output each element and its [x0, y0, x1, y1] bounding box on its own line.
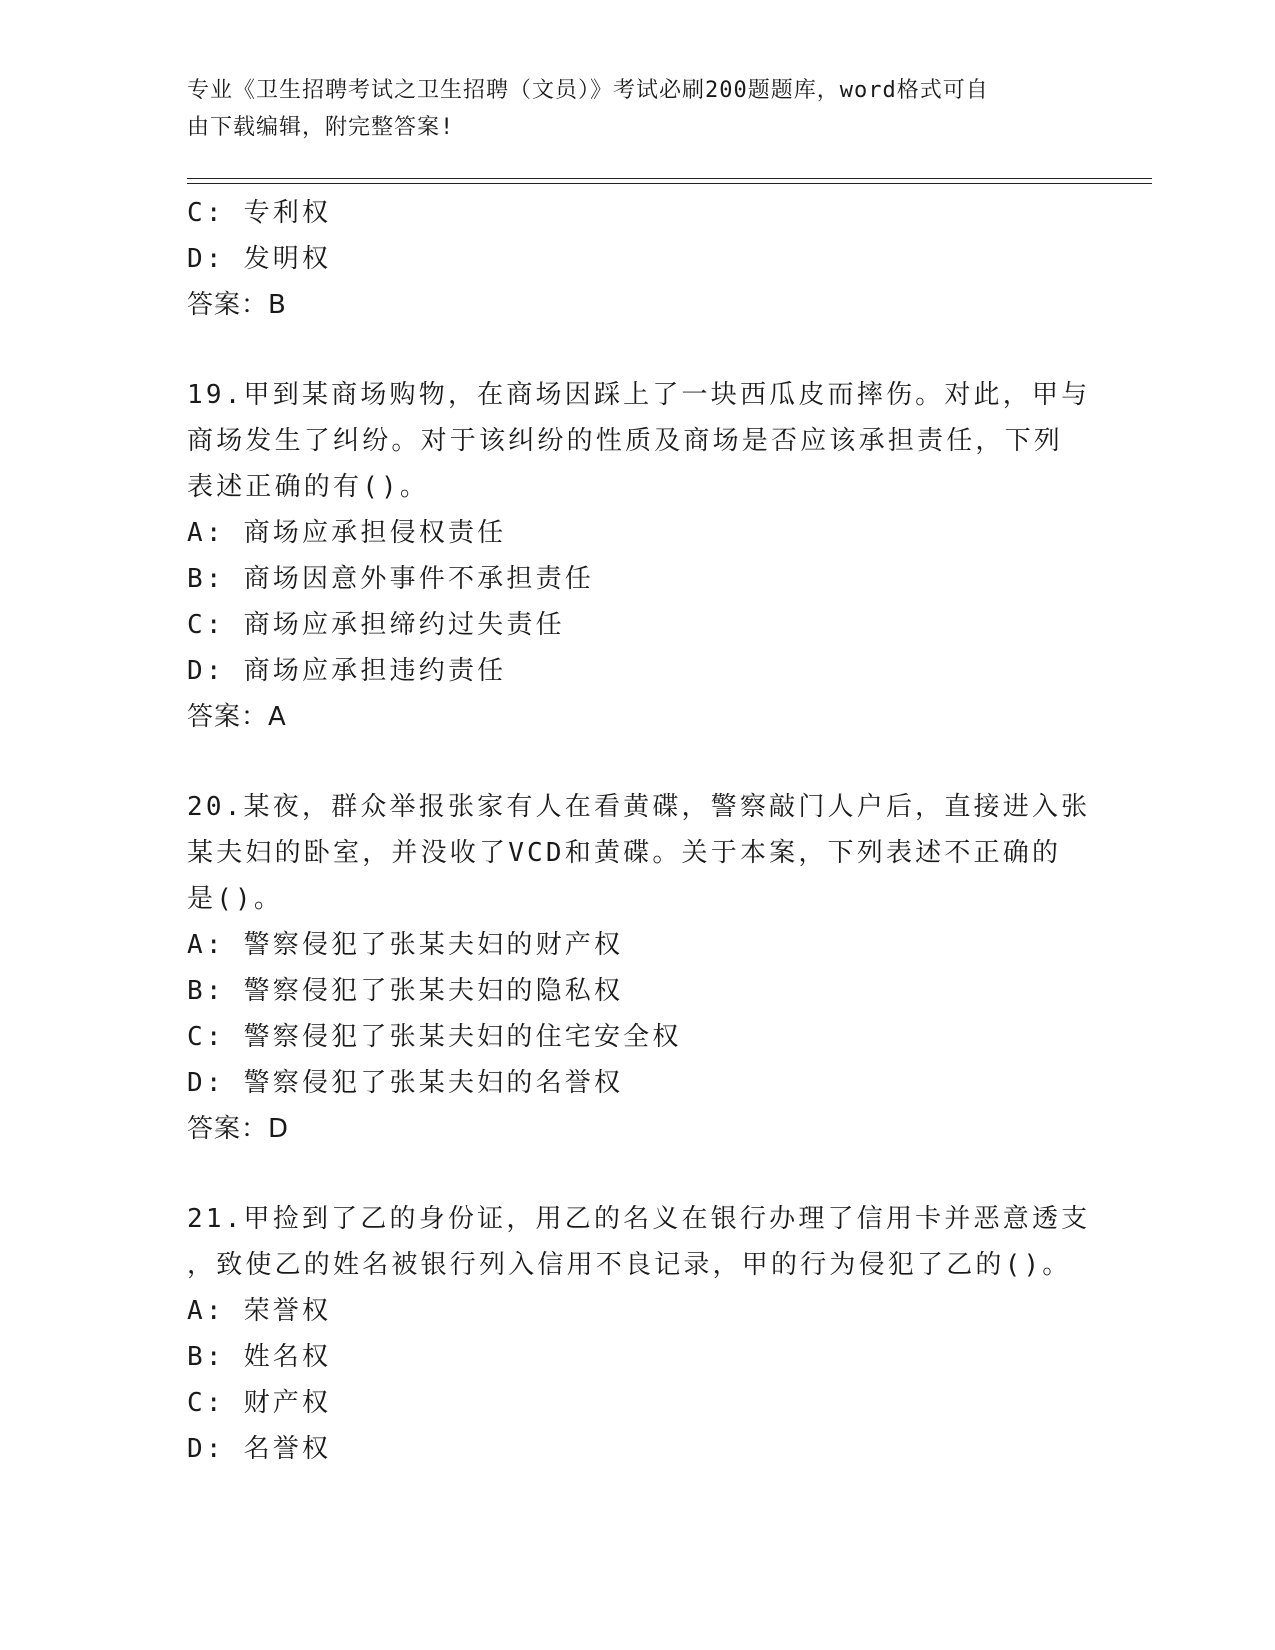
option-text: 发明权 [243, 244, 332, 274]
option-b [187, 968, 1087, 1014]
question-text-line: 表述正确的有()。 [187, 472, 430, 502]
question-text-line: 20.某夜，群众举报张家有人在看黄碟，警察敲门人户后，直接进入张 [187, 792, 1091, 822]
question-text-line: 是()。 [187, 884, 284, 914]
option-label: B: [187, 1342, 225, 1372]
option-label: D: [187, 1068, 225, 1098]
option-d [187, 648, 1087, 694]
option-text: 警察侵犯了张某夫妇的名誉权 [243, 1068, 624, 1098]
option-label: C: [187, 1022, 225, 1052]
option-d [187, 1060, 1087, 1106]
option-label: A: [187, 518, 225, 548]
option-text: 警察侵犯了张某夫妇的住宅安全权 [243, 1022, 682, 1052]
question-text-line: 某夫妇的卧室，并没收了VCD和黄碟。关于本案，下列表述不正确的 [187, 838, 1062, 868]
header-divider-top [187, 178, 1152, 179]
option-label: D: [187, 1434, 225, 1464]
option-label: C: [187, 198, 225, 228]
prev-question [187, 190, 1087, 328]
option-label: A: [187, 930, 225, 960]
question-21 [187, 1196, 1091, 1472]
question-text-line: ，致使乙的姓名被银行列入信用不良记录，甲的行为侵犯了乙的()。 [187, 1250, 1072, 1280]
question-20 [187, 784, 1091, 1152]
option-label: A: [187, 1296, 225, 1326]
question-list [187, 190, 1091, 1472]
option-text: 商场应承担侵权责任 [243, 518, 507, 548]
option-b [187, 1334, 1087, 1380]
option-d [187, 1426, 1087, 1472]
question-text-line: 商场发生了纠纷。对于该纠纷的性质及商场是否应该承担责任，下列 [187, 426, 1064, 456]
option-label: C: [187, 1388, 225, 1418]
option-label: D: [187, 244, 225, 274]
answer-line: 答案：B [187, 290, 287, 320]
header-divider-bottom [187, 183, 1152, 184]
option-text: 商场因意外事件不承担责任 [243, 564, 594, 594]
option-text: 专利权 [243, 198, 332, 228]
option-text: 警察侵犯了张某夫妇的财产权 [243, 930, 624, 960]
option-text: 商场应承担缔约过失责任 [243, 610, 565, 640]
spacer [187, 740, 1087, 784]
header-line-1: 专业《卫生招聘考试之卫生招聘（文员）》考试必刷200题题库，word格式可自 [187, 78, 989, 103]
option-text: 财产权 [243, 1388, 332, 1418]
option-label: B: [187, 976, 225, 1006]
option-label: B: [187, 564, 225, 594]
option-a [187, 1288, 1087, 1334]
option-c [187, 1380, 1087, 1426]
option-text: 荣誉权 [243, 1296, 332, 1326]
option-c [187, 190, 1087, 236]
option-c [187, 1014, 1087, 1060]
option-b [187, 556, 1087, 602]
option-a [187, 510, 1087, 556]
option-a [187, 922, 1087, 968]
option-text: 商场应承担违约责任 [243, 656, 507, 686]
question-19 [187, 372, 1091, 740]
option-label: D: [187, 656, 225, 686]
option-label: C: [187, 610, 225, 640]
option-text: 姓名权 [243, 1342, 332, 1372]
spacer [187, 328, 1087, 372]
page-header [187, 72, 1067, 146]
spacer [187, 1152, 1087, 1196]
option-d [187, 236, 1087, 282]
option-text: 名誉权 [243, 1434, 332, 1464]
question-text-line: 19.甲到某商场购物，在商场因踩上了一块西瓜皮而摔伤。对此，甲与 [187, 380, 1091, 410]
answer-line: 答案：D [187, 1114, 290, 1144]
header-line-2: 由下载编辑，附完整答案! [187, 115, 455, 140]
option-text: 警察侵犯了张某夫妇的隐私权 [243, 976, 624, 1006]
question-text-line: 21.甲捡到了乙的身份证，用乙的名义在银行办理了信用卡并恶意透支 [187, 1204, 1091, 1234]
option-c [187, 602, 1087, 648]
answer-line: 答案：A [187, 702, 287, 732]
